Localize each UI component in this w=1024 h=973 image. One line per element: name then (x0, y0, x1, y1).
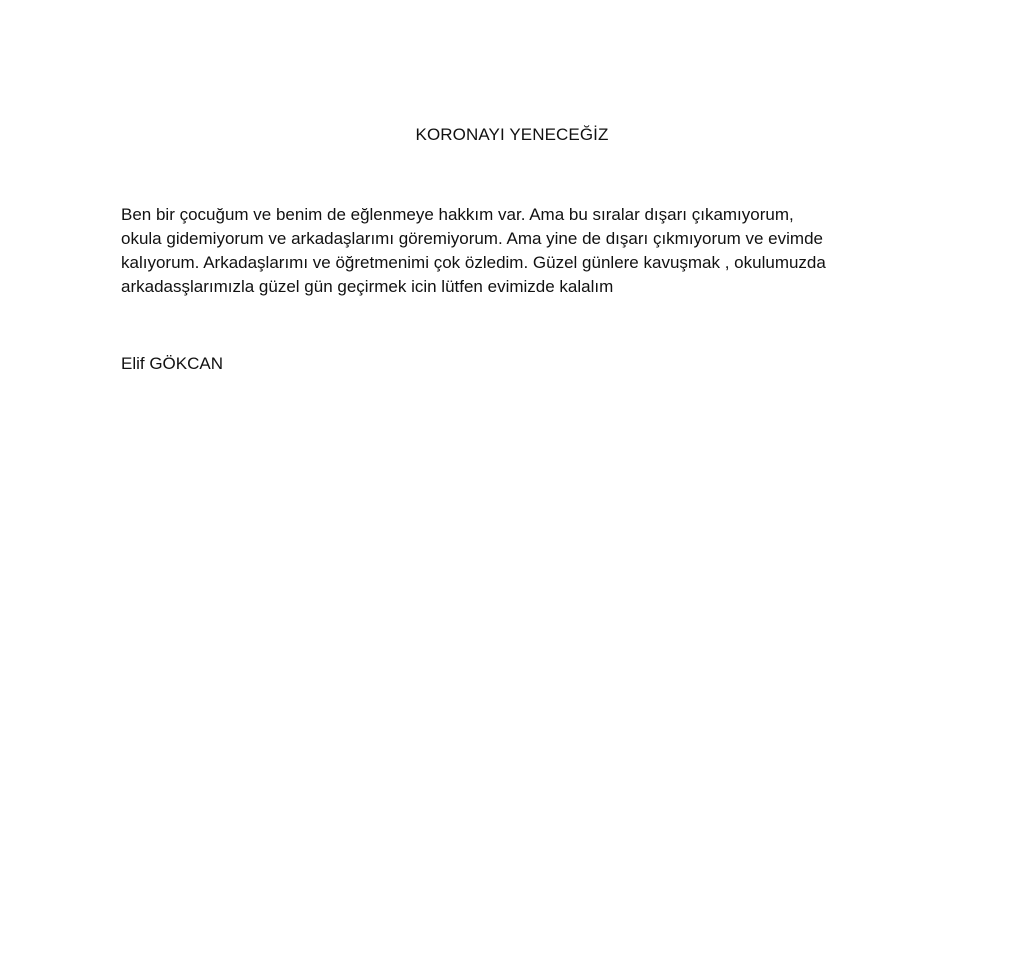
document-title: KORONAYI YENECEĞİZ (415, 125, 609, 144)
document-body-paragraph: Ben bir çocuğum ve benim de eğlenmeye hakkım var. Ama bu sıralar dışarı çıkamıyorum, okula gidemiyorum ve arkadaşlarımı göremiyorum. Ama yine de dışarı çıkmıyorum ve evimde kalıyorum. Arkadaşlarımı ve öğretmenimi çok özledim. Güzel günlere kavuşmak , okulumuzda arkadasşlarımızla güzel gün geçirmek icin lütfen evimizde kalalım (121, 205, 826, 296)
author-signature: Elif GÖKCAN (121, 354, 224, 373)
